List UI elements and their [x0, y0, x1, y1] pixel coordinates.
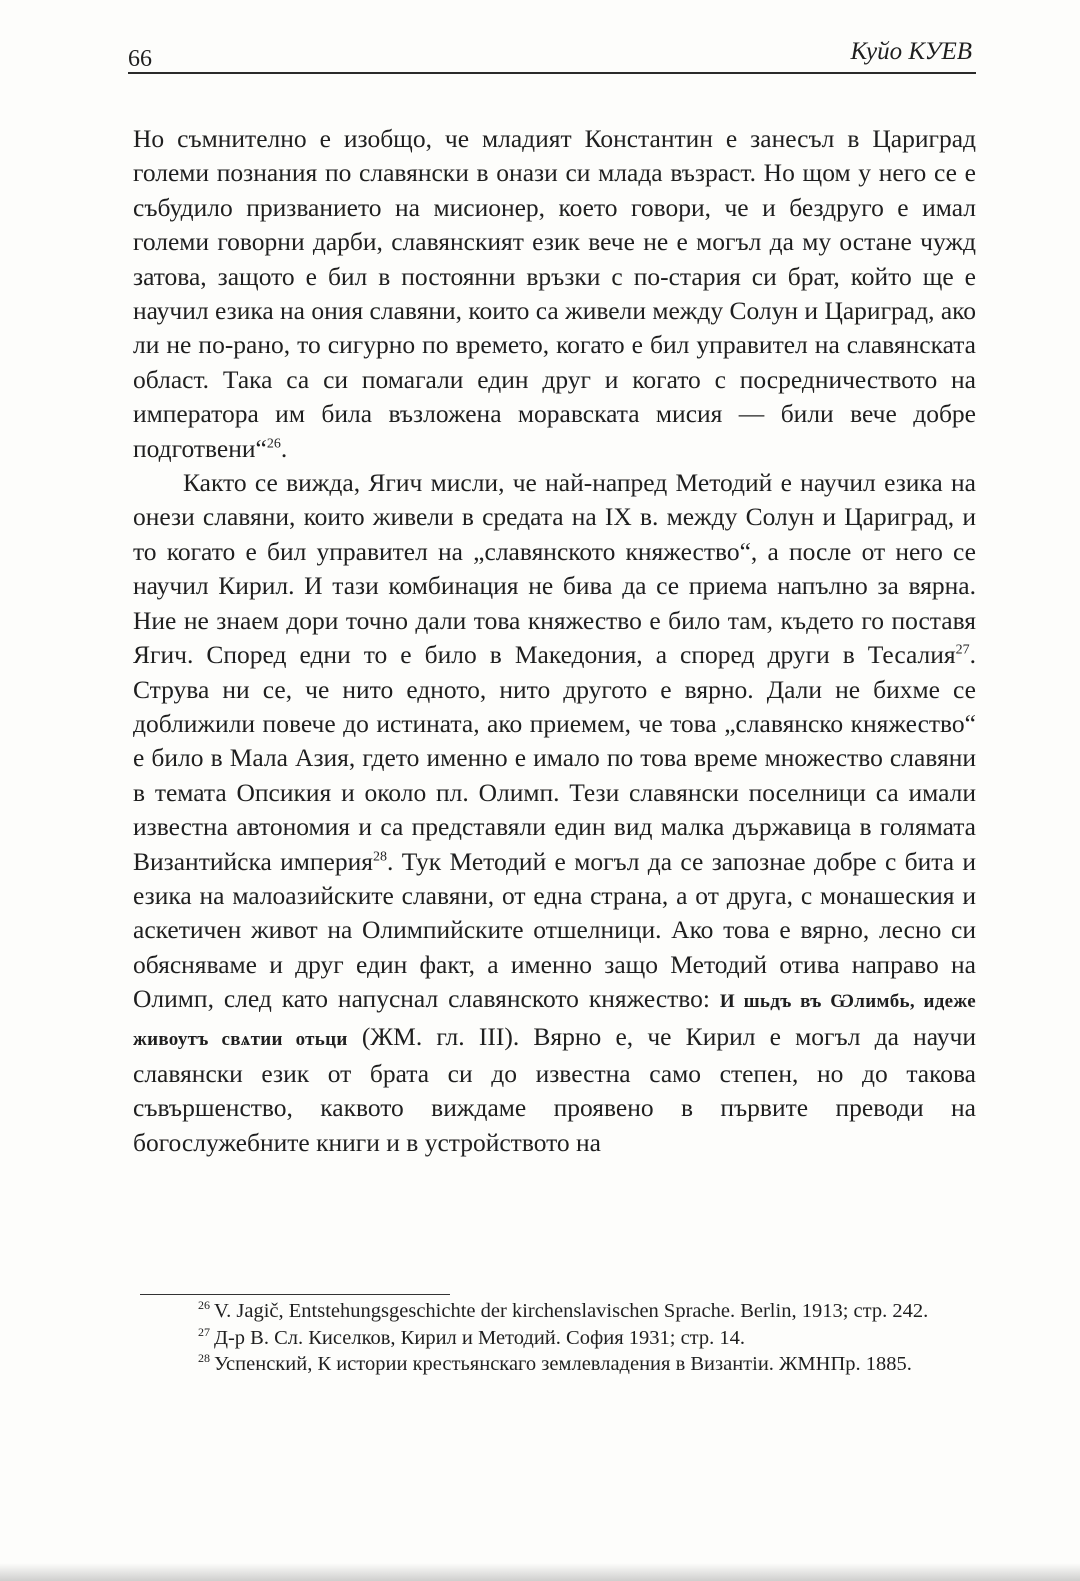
- paragraph-1-text: Но съмнително е изобщо, че младият Константин е занесъл в Цариград големи познания по славянски в онази си млада възраст. Но щом у него се е събудило призванието на мисионер, което говори, че и бездруго е имал големи говорни дарби, славянският език вече не е могъл да му остане чужд затова, защото е бил в постоянни връзки с по-стария си брат, който ще е научил езика на ония славяни, които са живели между Солун и Цариград, ако ли не по-рано, то сигурно по времето, когато е бил управител на славянската област. Така са си помагали един друг и когато с посредничеството на императора им била възложена моравската мисия — били вече добре подготвени“: [133, 124, 976, 463]
- paragraph-2-part-c: . Тук Методий е могъл да се запознае добре с бита и езика на малоазийските славяни, от една страна, а от друга, с монашеския и аскетичен живот на Олимпийските отшелници. Ако това е вярно, лесно си обясняваме и друг един факт, а именно защо Методий отива направо на Олимп, след като напуснал славянското княжество:: [133, 846, 976, 1014]
- page-number: 66: [128, 46, 152, 72]
- running-head: [128, 38, 976, 72]
- old-slavonic-quote: И шьдъ въ Ѡлимбь, идеже живоутъ свѧтии отьци: [133, 991, 976, 1050]
- footnote-number: 28: [198, 1351, 210, 1366]
- scan-edge-shadow: [0, 1563, 1080, 1581]
- paragraph-2-part-b: . Струва ни се, че нито едното, нито другото е вярно. Дали не бихме се доближили повече до истината, ако приемем, че това „славянско княжество“ е било в Мала Азия, гдето именно е имало по това време множество славяни в темата Опсикия и около пл. Олимп. Тези славянски поселници са имали известна автономия и са представяли един вид малка държавица в голямата Византийска империя: [133, 640, 976, 876]
- paragraph-2-part-a: Както се вижда, Ягич мисли, че най-напред Методий е научил езика на онези славяни, които живели в средата на IX в. между Солун и Цариград, и то когато е бил управител на „славянското княжество“, а после от него се научил Кирил. И тази комбинация не бива да се приема напълно за вярна. Ние не знаем дори точно дали това княжество е било там, където го поставя Ягич. Според едни то е било в Македония, а според други в Тесалия: [133, 468, 976, 670]
- header-rule: [128, 72, 976, 74]
- paragraph-1-tail: .: [280, 433, 288, 463]
- footnote-28: [142, 1351, 978, 1378]
- paragraph-2: [133, 466, 976, 1160]
- main-text: [133, 122, 976, 1160]
- footnote-ref-26: 26: [266, 436, 281, 452]
- footnote-separator: [140, 1294, 450, 1295]
- footnote-number: 26: [198, 1298, 210, 1313]
- running-title: Куйо КУЕВ: [850, 38, 972, 65]
- footnote-27: [142, 1325, 978, 1352]
- footnote-number: 27: [198, 1324, 210, 1339]
- footnote-text: V. Jagič, Entstehungsgeschichte der kirchenslavischen Sprache. Berlin, 1913; стр. 242.: [214, 1300, 929, 1322]
- footnotes: [142, 1298, 978, 1378]
- paragraph-2-part-d: (ЖМ. гл. III). Вярно е, че Кирил е могъл да научи славянски език от брата си до известна само степен, но до такова съвършенство, каквото виждаме проявено в първите преводи на богослужебните книги и в устройството на: [133, 1021, 976, 1157]
- footnote-26: [142, 1298, 978, 1325]
- footnote-text: Д-р В. Сл. Киселков, Кирил и Методий. София 1931; стр. 14.: [214, 1326, 746, 1349]
- footnote-ref-27: 27: [955, 642, 970, 658]
- paragraph-1: [133, 122, 976, 466]
- footnote-ref-28: 28: [372, 849, 387, 865]
- footnote-text: Успенский, К истории крестьянскаго землевладения в Византiи. ЖМНПр. 1885.: [214, 1353, 912, 1375]
